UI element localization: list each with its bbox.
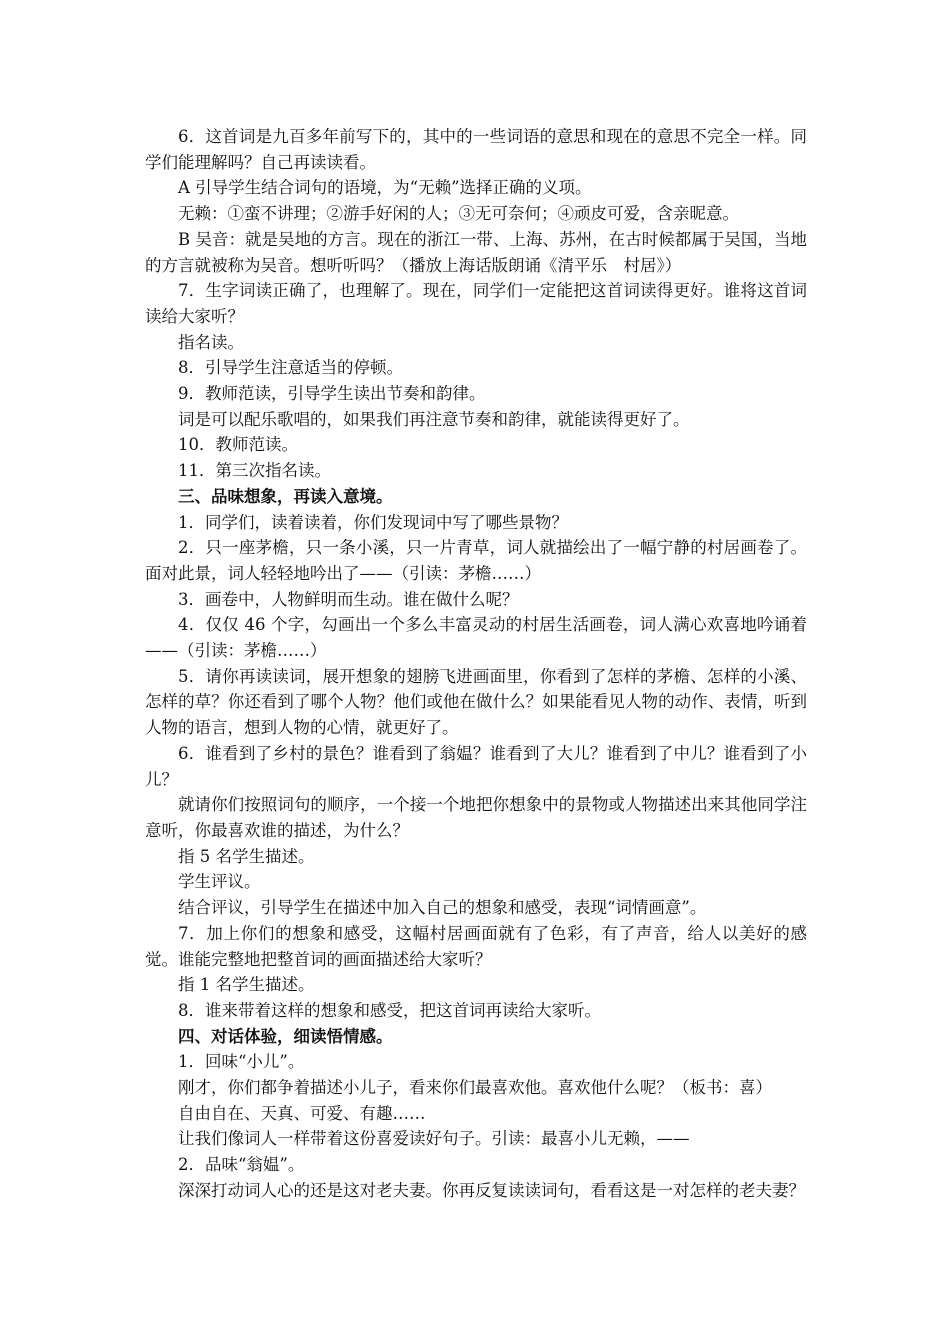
paragraph: 10．教师范读。 [178, 435, 298, 455]
paragraph: 让我们像词人一样带着这份喜爱读好句子。引读：最喜小儿无赖，—— [178, 1129, 690, 1149]
paragraph: 学生评议。 [178, 872, 261, 892]
paragraph: 9．教师范读，引导学生读出节奏和韵律。 [178, 384, 486, 404]
paragraph: A 引导学生结合词句的语境，为“无赖”选择正确的义项。 [178, 178, 592, 198]
paragraph: 刚才，你们都争着描述小儿子，看来你们最喜欢他。喜欢他什么呢？（板书：喜） [178, 1078, 772, 1098]
paragraph: 1．同学们，读着读着，你们发现词中写了哪些景物？ [178, 512, 568, 532]
paragraph: 1．回味“小儿”。 [178, 1052, 305, 1072]
paragraph: 自由自在、天真、可爱、有趣…… [178, 1103, 426, 1123]
paragraph: 词是可以配乐歌唱的，如果我们再注意节奏和韵律，就能读得更好了。 [178, 409, 690, 429]
document-page [145, 124, 807, 1204]
paragraph: 3．画卷中，人物鲜明而生动。谁在做什么呢？ [178, 589, 519, 609]
paragraph: 就请你们按照词句的顺序，一个接一个地把你想象中的景物或人物描述出来其他同学注意听，你最喜欢谁的描述，为什么？ [145, 795, 807, 840]
paragraph: 2．品味“翁媪”。 [178, 1155, 305, 1175]
paragraph: 8．谁来带着这样的想象和感受，把这首词再读给大家听。 [178, 1000, 601, 1020]
paragraph: 指 1 名学生描述。 [178, 975, 315, 995]
section-heading: 四、对话体验，细读悟情感。 [178, 1026, 393, 1046]
paragraph: 6．谁看到了乡村的景色？谁看到了翁媪？谁看到了大儿？谁看到了中儿？谁看到了小儿？ [145, 743, 807, 789]
paragraph: 指 5 名学生描述。 [178, 846, 315, 866]
paragraph: 8．引导学生注意适当的停顿。 [178, 358, 403, 378]
paragraph: 深深打动词人心的还是这对老夫妻。你再反复读读词句，看看这是一对怎样的老夫妻？ [178, 1180, 805, 1200]
paragraph: 指名读。 [178, 332, 244, 352]
paragraph: 无赖：①蛮不讲理；②游手好闲的人；③无可奈何；④顽皮可爱，含亲昵意。 [178, 204, 739, 224]
paragraph: 7．生字词读正确了，也理解了。现在，同学们一定能把这首词读得更好。谁将这首词读给大家听？ [145, 281, 807, 326]
section-heading: 三、品味想象，再读入意境。 [178, 486, 393, 506]
paragraph: 5．请你再读读词，展开想象的翅膀飞进画面里，你看到了怎样的茅檐、怎样的小溪、怎样的草？你还看到了哪个人物？他们或他在做什么？如果能看见人物的动作、表情，听到人物的语言，想到人物的心情，就更好了。 [145, 666, 807, 738]
paragraph: 7．加上你们的想象和感受，这幅村居画面就有了色彩，有了声音，给人以美好的感觉。谁能完整地把整首词的画面描述给大家听？ [145, 923, 807, 969]
paragraph: B 吴音：就是吴地的方言。现在的浙江一带、上海、苏州，在古时候都属于吴国，当地的方言就被称为吴音。想听听吗？（播放上海话版朗诵《清平乐 村居》） [145, 229, 807, 275]
paragraph: 4．仅仅 46 个字，勾画出一个多么丰富灵动的村居生活画卷，词人满心欢喜地吟诵着——（引读：茅檐……） [145, 615, 807, 661]
paragraph: 6．这首词是九百多年前写下的，其中的一些词语的意思和现在的意思不完全一样。同学们能理解吗？自己再读读看。 [145, 127, 807, 172]
paragraph: 结合评议，引导学生在描述中加入自己的想象和感受，表现“词情画意”。 [178, 898, 707, 918]
paragraph: 11．第三次指名读。 [178, 461, 331, 481]
paragraph: 2．只一座茅檐，只一条小溪，只一片青草，词人就描绘出了一幅宁静的村居画卷了。面对此景，词人轻轻地吟出了——（引读：茅檐……） [145, 538, 807, 583]
